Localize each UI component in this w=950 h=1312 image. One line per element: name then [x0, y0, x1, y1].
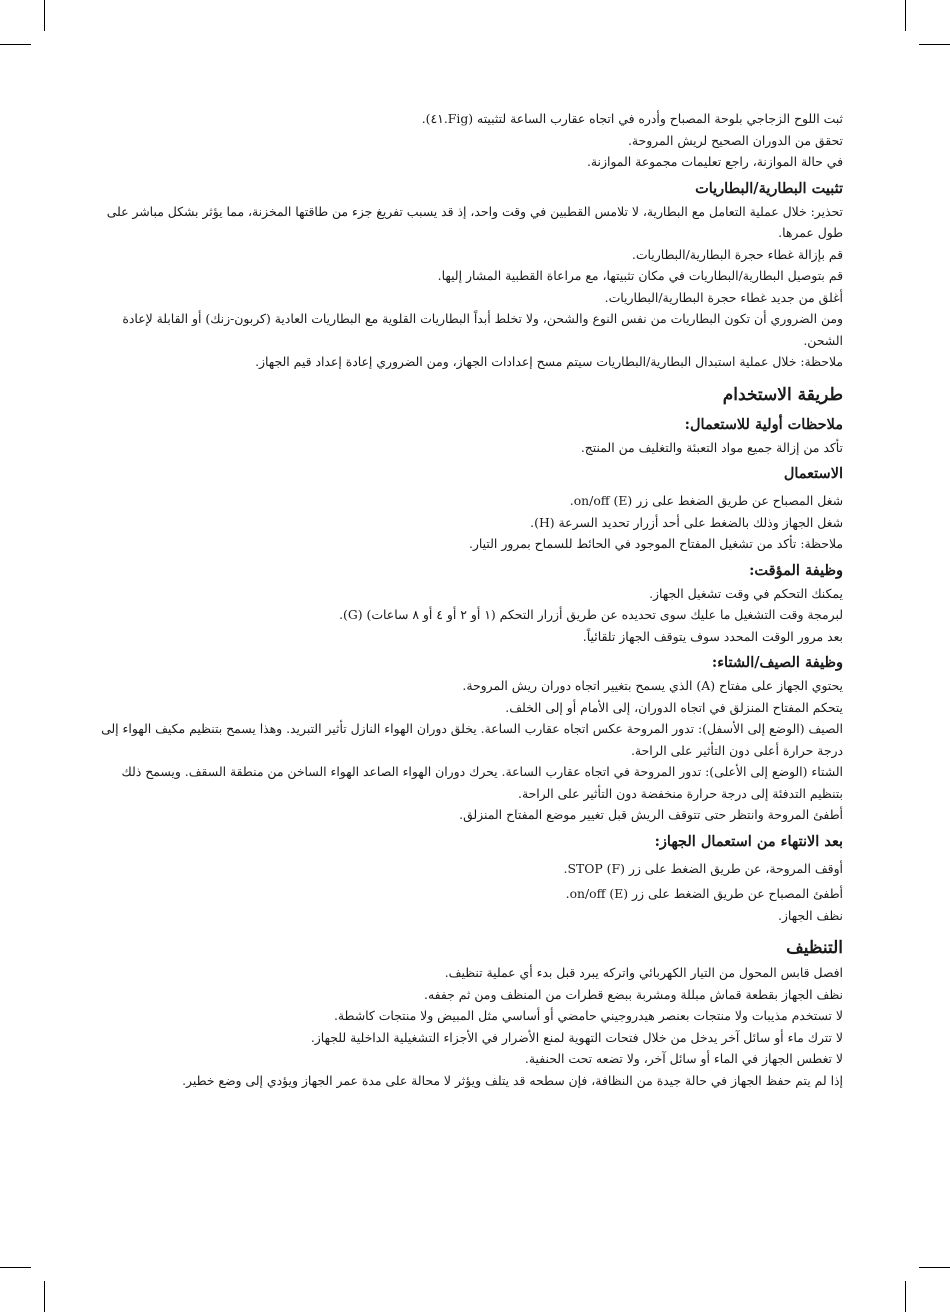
paragraph: نظف الجهاز بقطعة قماش مبللة ومشربة ببضع قطرات من المنظف ومن ثم جففه.	[424, 986, 843, 1002]
paragraph: يحتوي الجهاز على مفتاح (A) الذي يسمح بتغيير اتجاه دوران ريش المروحة.	[462, 678, 843, 693]
paragraph: بعد مرور الوقت المحدد سوف يتوقف الجهاز تلقائياً.	[582, 628, 843, 644]
paragraph: يمكنك التحكم في وقت تشغيل الجهاز.	[649, 585, 843, 601]
paragraph: إذا لم يتم حفظ الجهاز في حالة جيدة من النظافة، فإن سطحه قد يتلف ويؤثر لا محالة على مدة عمر الجهاز ويؤدي إلى وضع خطير.	[182, 1072, 843, 1088]
document-body	[90, 108, 843, 1091]
paragraph: قم بتوصيل البطارية/البطاريات في مكان تثبيتها، مع مراعاة القطبية المشار إليها.	[437, 268, 843, 283]
paragraph: تحقق من الدوران الصحيح لريش المروحة.	[627, 132, 843, 148]
paragraph: الصيف (الوضع إلى الأسفل): تدور المروحة عكس اتجاه عقارب الساعة. يخلق دوران الهواء النازل تأثير التبريد. وهذا يسمح بتنظيم مكيف الهواء إلى درجة حرارة أعلى دون التأثير على الراحة.	[101, 721, 843, 758]
paragraph: في حالة الموازنة، راجع تعليمات مجموعة الموازنة.	[586, 154, 843, 169]
crop-mark-top-right-vertical	[905, 0, 906, 31]
section-heading: التنظيف	[786, 938, 843, 958]
paragraph: ومن الضروري أن تكون البطاريات من نفس النوع والشحن، ولا تخلط أبداً البطاريات القلوية مع البطاريات العادية (كربون-زنك) أو القابلة لإعادة الشحن.	[122, 311, 843, 348]
paragraph: شغل المصباح عن طريق الضغط على زر on/off (E).	[569, 493, 843, 508]
subsection-heading: وظيفة المؤقت:	[749, 561, 843, 579]
crop-mark-bottom-right-horizontal	[919, 1267, 950, 1268]
paragraph: لا تترك ماء أو سائل آخر يدخل من خلال فتحات التهوية لمنع الأضرار في الأجزاء التشغيلية الداخلية للجهاز.	[310, 1029, 843, 1045]
crop-mark-bottom-left-vertical	[44, 1281, 45, 1312]
paragraph: الشتاء (الوضع إلى الأعلى): تدور المروحة في اتجاه عقارب الساعة. يحرك دوران الهواء الصاعد الهواء الساخن من منطقة السقف. ويسمح ذلك بتنظيم التدفئة إلى درجة حرارة منخفضة دون التأثير على الراحة.	[121, 764, 843, 801]
paragraph: ملاحظة: خلال عملية استبدال البطارية/البطاريات سيتم مسح إعدادات الجهاز، ومن الضروري إعادة إعداد قيم الجهاز.	[255, 354, 843, 369]
subsection-heading: وظيفة الصيف/الشتاء:	[711, 654, 843, 671]
crop-mark-top-left-vertical	[44, 0, 45, 31]
paragraph: شغل الجهاز وذلك بالضغط على أحد أزرار تحديد السرعة (H).	[530, 514, 843, 530]
paragraph: لا تستخدم مذيبات ولا منتجات بعنصر هيدروجيني حامضي أو أساسي مثل المبيض ولا منتجات كاشطة.	[333, 1008, 843, 1023]
subsection-heading: بعد الانتهاء من استعمال الجهاز:	[654, 832, 843, 850]
paragraph: أطفئ المصباح عن طريق الضغط على زر on/off (E).	[565, 886, 843, 901]
subsection-heading: تثبيت البطارية/البطاريات	[695, 179, 843, 197]
subsection-heading: الاستعمال	[783, 465, 843, 482]
subsection-heading: ملاحظات أولية للاستعمال:	[684, 415, 843, 433]
paragraph: قم بإزالة غطاء حجرة البطارية/البطاريات.	[631, 246, 843, 262]
crop-mark-top-left-horizontal	[0, 44, 31, 45]
paragraph: أطفئ المروحة وانتظر حتى تتوقف الريش قبل تغيير موضع المفتاح المنزلق.	[459, 807, 843, 822]
paragraph: تحذير: خلال عملية التعامل مع البطارية، لا تلامس القطبين في وقت واحد، إذ قد يسبب تفريغ جزء من طاقتها المخزنة، مما يؤثر بشكل مباشر على طول عمرها.	[106, 203, 843, 240]
paragraph: يتحكم المفتاح المنزلق في اتجاه الدوران، إلى الأمام أو إلى الخلف.	[505, 699, 843, 715]
paragraph: أوقف المروحة، عن طريق الضغط على زر STOP (F).	[563, 860, 843, 876]
crop-mark-bottom-right-vertical	[905, 1281, 906, 1312]
paragraph: افصل قابس المحول من التيار الكهربائي واتركه يبرد قبل بدء أي عملية تنظيف.	[444, 965, 843, 980]
paragraph: ملاحظة: تأكد من تشغيل المفتاح الموجود في الحائط للسماح بمرور التيار.	[468, 536, 843, 551]
section-heading: طريقة الاستخدام	[722, 384, 843, 405]
paragraph: تأكد من إزالة جميع مواد التعبئة والتغليف من المنتج.	[580, 439, 843, 455]
paragraph: نظف الجهاز.	[777, 907, 843, 923]
paragraph: أغلق من جديد غطاء حجرة البطارية/البطاريات.	[604, 289, 843, 305]
crop-mark-top-right-horizontal	[919, 44, 950, 45]
crop-mark-bottom-left-horizontal	[0, 1267, 31, 1268]
paragraph: لا تغطس الجهاز في الماء أو سائل آخر، ولا تضعه تحت الحنفية.	[524, 1051, 843, 1066]
paragraph: ثبت اللوح الزجاجي بلوحة المصباح وأدره في اتجاه عقارب الساعة لتثبيته (Fig.٤١).	[421, 111, 843, 126]
paragraph: لبرمجة وقت التشغيل ما عليك سوى تحديده عن طريق أزرار التحكم (١ أو ٢ أو ٤ أو ٨ ساعات) (G).	[339, 607, 843, 622]
